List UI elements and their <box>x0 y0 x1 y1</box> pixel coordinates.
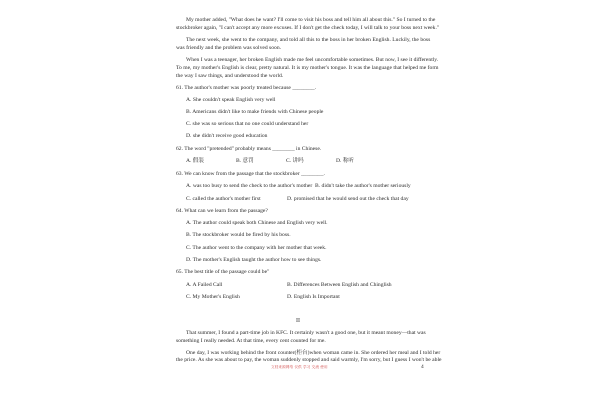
passage-line: That summer, I found a part-time job in KFC. It certainly wasn't a good one, but it meant money—that was <box>186 330 426 336</box>
answer-option: D. she didn't receive good education <box>186 133 268 139</box>
section-number: II <box>296 318 300 324</box>
passage-line: To me, my mother's English is clear, pretty natural. It is my mother's tongue. It was the language that helped me form <box>176 65 439 71</box>
answer-option: B. Differences Between English and Chinglish <box>287 282 392 288</box>
answer-option: D. promised that he would send out the check that day <box>287 196 409 202</box>
answer-option: C. 讲吗 <box>286 158 304 164</box>
answer-option: C. called the author's mother first <box>186 196 261 202</box>
answer-option: C. she was so serious that no one could understand her <box>186 121 309 127</box>
passage-line: When I was a teenager, her broken English made me feel uncomfortable sometimes. But now, I see it differently. <box>186 57 439 63</box>
passage-line: The next week, she went to the company, and told all this to the boss in her broken English. Luckily, the boss <box>186 37 431 43</box>
answer-option: B. The stockbroker would be fired by his boss. <box>186 232 291 238</box>
question-stem: 63. We can know from the passage that the stockbroker ________. <box>176 171 325 177</box>
passage-line: was friendly and the problem was solved soon. <box>176 45 282 51</box>
answer-option: A. 假装 <box>186 158 205 164</box>
answer-option: D. English Is Important <box>287 294 340 300</box>
answer-option: C. The author went to the company with her mother that week. <box>186 245 327 251</box>
footer-link[interactable]: 文档来源网络 仅供 学习 交流 使用 <box>271 365 328 369</box>
answer-option: A. The author could speak both Chinese and English very well. <box>186 220 328 226</box>
answer-option: B. 意罚 <box>236 158 254 164</box>
answer-option: D. 称听 <box>336 158 355 164</box>
page-number: 4 <box>421 364 424 370</box>
passage-line: My mother added, "What does he want? I'll come to visit his boss and tell him all about this." So I turned to the <box>186 17 436 23</box>
question-stem: 62. The word "pretended" probably means ________ in Chinese. <box>176 146 322 152</box>
passage-line: One day, I was working behind the front counter(柜台)when woman came in. She ordered her meal and I told her <box>186 350 441 356</box>
answer-option: B. didn't take the author's mother seriously <box>315 183 411 189</box>
passage-line: the way I saw things, and understood the world. <box>176 73 284 79</box>
answer-option: A. was too busy to send the check to the author's mother <box>186 183 313 189</box>
passage-line: stockbroker again, "I can't accept any more excuses. If I don't get the check today, I will talk to your boss next week." <box>176 25 440 31</box>
answer-option: A. She couldn't speak English very well <box>186 97 276 103</box>
answer-option: D. The mother's English taught the author how to see things. <box>186 257 322 263</box>
question-stem: 64. What can we learn from the passage? <box>176 208 268 214</box>
answer-option: B. Americans didn't like to make friends with Chinese people <box>186 109 324 115</box>
question-stem: 61. The author's mother was poorly treated because ________. <box>176 85 317 91</box>
answer-option: C. My Mother's English <box>186 294 240 300</box>
passage-line: something I really needed. At that time, every cent counted for me. <box>176 338 326 344</box>
question-stem: 65. The best title of the passage could be" <box>176 269 270 275</box>
passage-line: the price. As she was about to pay, the woman suddenly stopped and said warmly, I'm sorry, but I guess I won't be able <box>176 357 442 363</box>
answer-option: A. A Failed Call <box>186 282 223 288</box>
